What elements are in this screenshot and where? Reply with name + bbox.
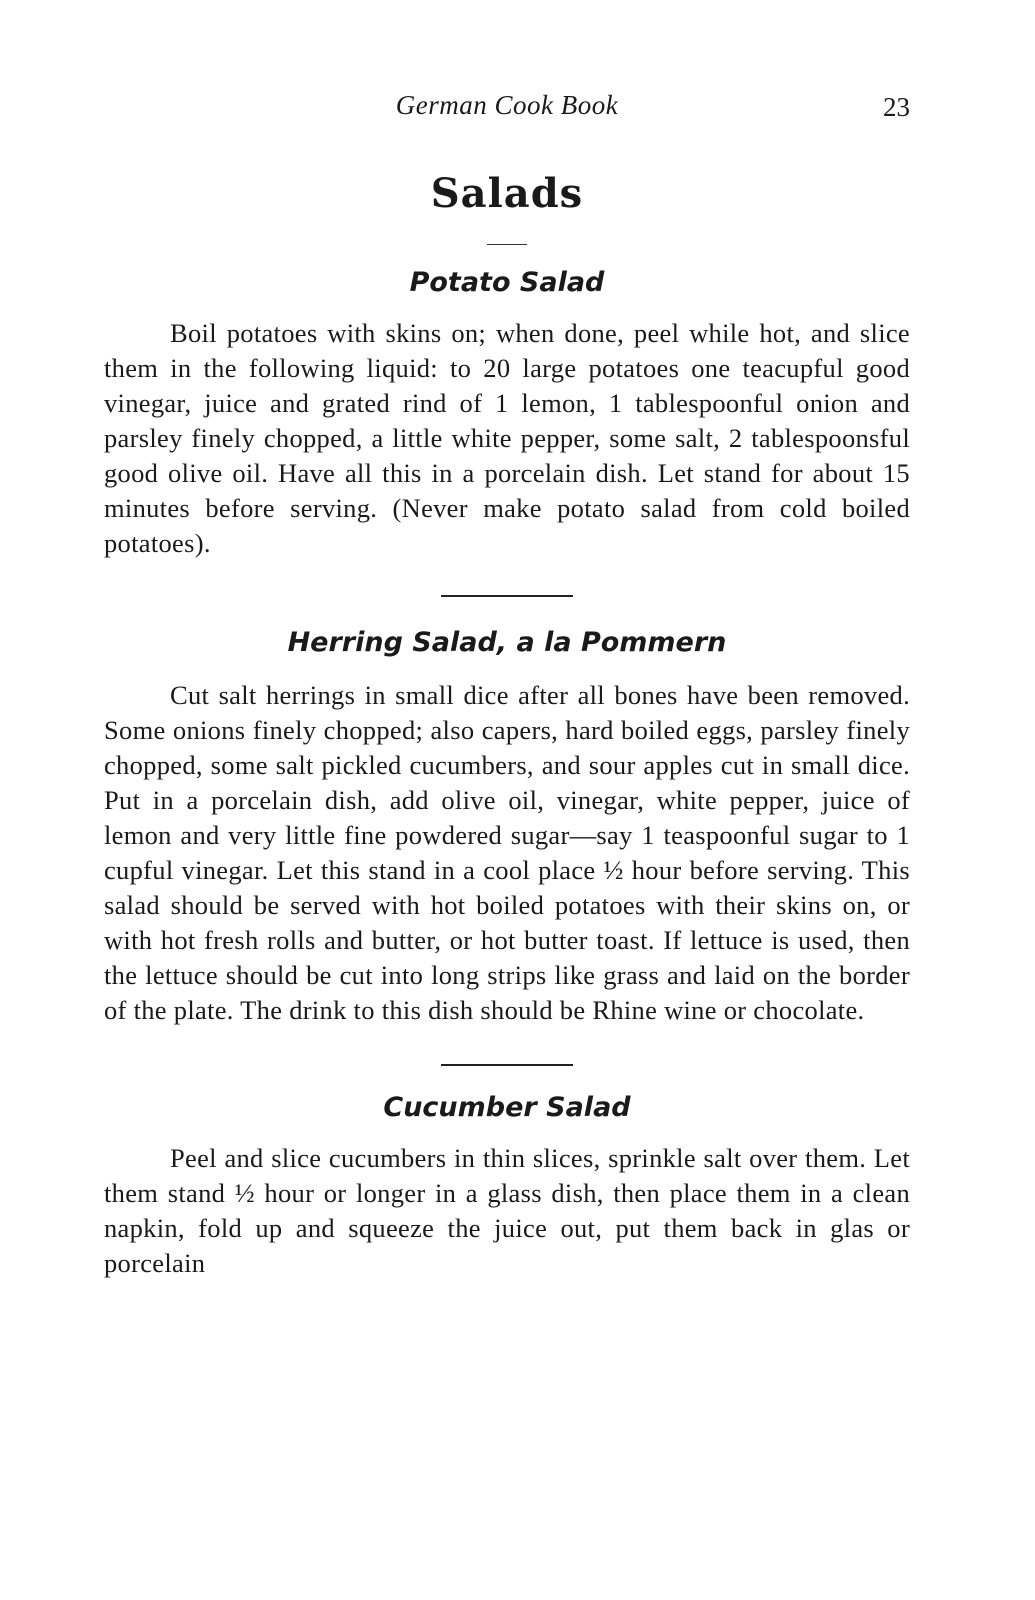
section-divider	[441, 1064, 573, 1066]
book-page	[104, 90, 910, 1281]
running-title: German Cook Book	[395, 90, 619, 120]
recipe-title: Cucumber Salad	[383, 1091, 631, 1123]
chapter-title: Salads	[430, 170, 584, 217]
section-divider	[441, 595, 573, 597]
recipe-body: Peel and slice cucumbers in thin slices, sprinkle salt over them. Let them stand ½ hour or longer in a glass dish, then place them in a clean napkin, fold up and squeeze the juice out, put them back in glas or porcelain	[104, 1142, 910, 1278]
recipe-potato-salad	[104, 267, 910, 561]
page-number: 23	[883, 92, 910, 122]
recipe-body: Boil potatoes with skins on; when done, peel while hot, and slice them in the following liquid: to 20 large potatoes one teacupful good vinegar, juice and grated rind of 1 lemon, 1 tablespoonful onion and parsley finely chopped, a little white pepper, some salt, 2 tablespoonsful good olive oil. Have all this in a porcelain dish. Let stand for about 15 minutes before serving. (Never make potato salad from cold boiled potatoes).	[104, 317, 910, 558]
recipe-herring-salad	[104, 627, 910, 1028]
recipe-title: Potato Salad	[409, 266, 605, 298]
recipe-title: Herring Salad, a la Pommern	[287, 626, 727, 658]
recipe-body: Cut salt herrings in small dice after all bones have been removed. Some onions finely chopped; also capers, hard boiled eggs, parsley finely chopped, some salt pickled cucumbers, and sour apples cut in small dice. Put in a porcelain dish, add olive oil, vinegar, white pepper, juice of lemon and very little fine powdered sugar—say 1 teaspoonful sugar to 1 cupful vinegar. Let this stand in a cool place ½ hour before serving. This salad should be served with hot boiled potatoes with their skins on, or with hot fresh rolls and butter, or hot butter toast. If lettuce is used, then the lettuce should be cut into long strips like grass and laid on the border of the plate. The drink to this dish should be Rhine wine or chocolate.	[104, 679, 910, 1025]
recipe-cucumber-salad	[104, 1092, 910, 1281]
chapter-divider	[487, 244, 527, 245]
running-head	[104, 90, 910, 146]
